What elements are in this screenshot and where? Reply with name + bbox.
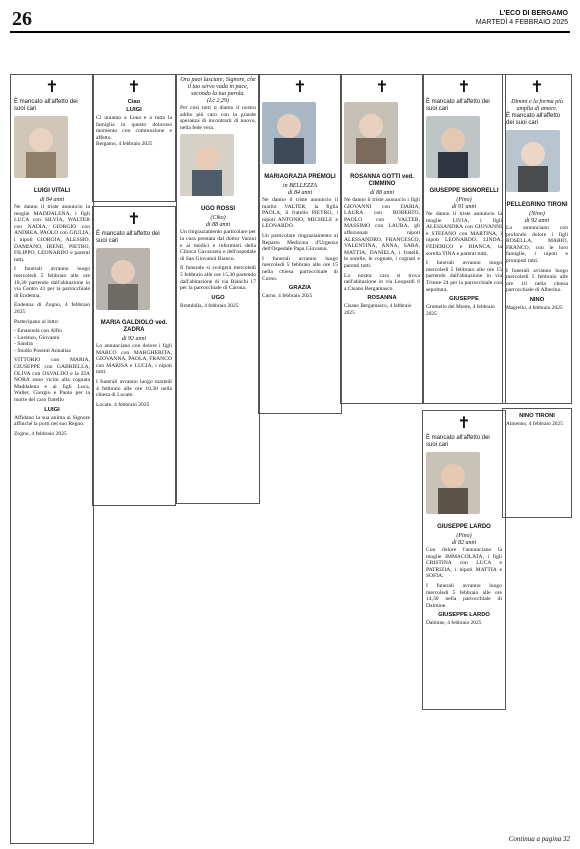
condolence-nino-tironi [502, 408, 572, 518]
cross-icon: ✝ [530, 79, 544, 96]
funeral-details: I funerali avranno luogo mercoledì 5 febbraio alle ore 10 nella chiesa parrocchiale di Alberino. [506, 267, 568, 294]
cross-icon: ✝ [457, 79, 471, 96]
obituary-giuseppe-signorelli [422, 74, 506, 404]
funeral-details: I funerali avranno luogo martedì 4 febbraio alle ore 10,30 nella chiesa di Locate. [96, 378, 172, 399]
signature: ROSANNA [367, 295, 397, 302]
condolence-name: LUIGI [126, 107, 142, 113]
deceased-age: di 91 anni [451, 204, 477, 210]
announcement-text: Lo annunciano con dolore i figli MARCO con MARGHERITA, GIOVANNA, PAOLA, FRANCO con MARISA e LUCIA, i nipoti tutti. [96, 343, 172, 376]
place-date: Curno, 4 febbraio 2025 [262, 293, 313, 300]
deceased-name: GIUSEPPE LARDO [437, 524, 491, 530]
deceased-nickname: (Pino) [456, 197, 472, 203]
column-3 [176, 74, 260, 508]
obituary-text [344, 197, 420, 292]
obituary-giuseppe-lardo [422, 410, 506, 710]
obituary-ugo-rossi [176, 74, 260, 504]
cross-icon: ✝ [293, 79, 307, 96]
obituary-text [180, 229, 256, 291]
page-header [0, 0, 580, 60]
place-date: Grumello del Monte, 4 febbraio 2025 [426, 304, 495, 317]
obituary-text [14, 204, 90, 437]
publication-name: L'ECO DI BERGAMO [499, 10, 568, 17]
place-date: Magrello, 4 febbraio 2025 [506, 304, 563, 311]
place-date-2: Zogno, 4 febbraio 2025 [14, 430, 67, 437]
deceased-nickname: (Ciko) [210, 215, 226, 222]
obituary-text [262, 197, 338, 282]
obituary-pellegrino-tironi [502, 74, 572, 404]
signature: GRAZIA [288, 285, 312, 292]
deceased-nickname: (Nino) [529, 211, 545, 217]
deceased-name: LUIGI VITALI [33, 188, 71, 194]
quote-text: Dimmi e la forma più amplia di amore. [511, 99, 563, 112]
place-date: Endenna di Zogno, 4 febbraio 2025 [14, 302, 90, 315]
place-date: Bergamo, 4 febbraio 2025 [96, 141, 153, 148]
place-date: Cisano Bergamasco, 4 febbraio 2025 [344, 303, 412, 316]
quote-reference: (Lc 2,29) [207, 98, 229, 104]
place-date: Almenno, 4 febbraio 2025 [506, 421, 563, 427]
place-date: Locate, 4 febbraio 2025 [96, 401, 150, 408]
deceased-age: di 88 anni [205, 222, 231, 229]
signature: GIUSEPPE LARDO [438, 612, 490, 619]
funeral-details: I funerali avranno luogo mercoledì 5 febbraio alle ore 14,30 nella parrocchiale di Dalmine. [426, 582, 502, 609]
deceased-age: di 82 anni [451, 540, 477, 546]
deceased-married-name: in BELLEZZA [282, 183, 318, 189]
participation-label: Partecipano al lutto: [14, 318, 60, 325]
announcement-text: Ne danno il triste annuncio la moglie LIVIA, i figli ALESSANDRA con GIOVANNI e STEFANO con MARTINA, i nipoti LEONARDO, LINDA, FEDERICO e BIANCA, la sorella TINA e parenti tutti. [426, 211, 502, 257]
deceased-age: di 92 anni [524, 218, 550, 224]
portrait-photo [426, 452, 480, 514]
portrait-photo [262, 102, 316, 164]
obituary-text [96, 343, 172, 408]
deceased-name: MARIAGRAZIA PREMOLI [264, 174, 336, 180]
deceased-age: di 92 anni [121, 336, 147, 342]
funeral-details: I funerali avranno luogo mercoledì 5 febbraio alle ore 15 nella chiesa parrocchiale di Curno. [262, 255, 338, 282]
obituary-maria-galdiolo [92, 206, 176, 506]
condolence-text: Ci uniamo a Lena e a tutta la famiglia in questo doloroso momento con commozione e affetto. [96, 115, 172, 141]
obituary-text [426, 211, 502, 293]
signature: GIUSEPPE [449, 296, 479, 303]
funeral-details: La nostra cara si trova nell'abitazione in via Leopardi 6 a Cisano Bergamasco. [344, 272, 420, 292]
funeral-details: I funerali avranno luogo mercoledì 5 febbraio alle ore 10,30 partendo dall'abitazione in via Centro 41 per la parrocchiale di Endenna. [14, 266, 90, 299]
deceased-name: UGO ROSSI [200, 206, 235, 213]
portrait-photo [96, 248, 150, 310]
signature: LUIGI [44, 406, 60, 413]
portrait-photo [344, 102, 398, 164]
signature: NINO TIRONI [519, 413, 555, 419]
bible-quote: Ora puoi lasciare, Signore, che il tuo servo vada in pace, secondo la tua parola. [180, 77, 256, 97]
continue-note: Continua a pagina 32 [508, 835, 570, 843]
column-7 [502, 74, 572, 522]
intro-label: È mancato all'affetto dei suoi cari [426, 435, 490, 448]
signature: UGO [211, 294, 225, 301]
portrait-photo [180, 134, 234, 196]
funeral-details: I funerali avranno luogo mercoledì 5 febbraio alle ore 15 partendo dall'abitazione in via Trieste 24 per la parrocchiale con sepoltura. [426, 260, 502, 293]
publication-date: MARTEDÌ 4 FEBBRAIO 2025 [475, 19, 568, 26]
intro-label: È mancato all'affetto dei suoi cari [14, 99, 78, 112]
participation-list: - Emanuela con Alfio - Lorenzo, Giovanni - Sandra - Studio Posenti Annalisa [14, 328, 71, 354]
thanks-text: Un particolare ringraziamento al Reparto Medicina d'Urgenza dell'Ospedale Papa Giovanni. [262, 232, 338, 253]
obituary-rosanna-gotti [340, 74, 424, 404]
obituary-luigi-vitali [10, 74, 94, 844]
funeral-details: Il funerale si svolgerà mercoledì 5 febbraio alle ore 15,30 partendo dall'abitazione di via Bianchi 17 per la parrocchiale di Carona. [180, 265, 256, 292]
deceased-name: ROSANNA GOTTI ved. CIMMINO [350, 174, 414, 187]
prayer-text: Affidano la sua anima ai Signore affinché la porti nel suo Regno. [14, 414, 90, 428]
intro-text: Per così tutti ti diamo il nostro addio più caro con la grande speranza di incontrarti di nuovo, nella fede vera. [180, 105, 256, 131]
obituary-mariagrazia-premoli [258, 74, 342, 414]
column-6 [422, 74, 506, 408]
column-2 [92, 74, 176, 510]
cross-icon: ✝ [375, 79, 389, 96]
portrait-photo [14, 116, 68, 178]
intro-label: È mancato all'affetto dei suoi cari [96, 231, 160, 244]
condolence-title: Ciao [127, 99, 141, 105]
cross-icon: ✝ [45, 79, 59, 96]
intro-label: È mancato all'affetto dei suoi cari [506, 113, 561, 126]
announcement-text: Con dolore l'annunciano la moglie IMMACOLATA, i figli CRISTINA con LUCA e PATRIZIA, i nipoti MATTIA e SOFIA. [426, 547, 502, 580]
obituary-text [506, 225, 568, 294]
obituary-text [426, 547, 502, 609]
page-number: 26 [12, 8, 32, 30]
portrait-photo [506, 130, 560, 192]
condolence-luigi [92, 74, 176, 202]
announcement-text: Ne danno il triste annuncio la moglie MADDALENA, i figli LUCA con SILVIA, WALTER con NADIA, GIORGIO con ANDREA, PAOLO con GIULIA, i nipoti GIORGIA, ALESSIO, DAMIANO, IRENE, PIETRO, FILIPPO, LEONARDO e parenti tutti. [14, 204, 90, 263]
deceased-name: MARIA GALDIOLO ved. ZADRA [100, 320, 168, 333]
signature: NINO [529, 296, 545, 303]
header-rule [10, 31, 570, 33]
deceased-age: di 84 anni [39, 197, 65, 203]
column-5 [340, 74, 424, 408]
intro-label: È mancato all'affetto dei suoi cari [426, 99, 490, 112]
place-date: Brembilla, 4 febbraio 2025 [180, 302, 239, 309]
deceased-nickname: (Pino) [456, 533, 472, 539]
cross-icon: ✝ [127, 79, 141, 96]
family-notice: VITTORIO con MARIA, GIUSEPPE con GABRIELLA, OLIVA con OSVALDO e la ZIA NORA sono vicini alla cognata Maddalena e ai figli Luca, Walter, Giorgio e Paolo per la morte del caro fratello [14, 357, 90, 404]
column-6-lower [422, 410, 506, 714]
deceased-age: di 84 anni [287, 190, 313, 196]
announcement-text: Ne danno il triste annuncio il marito VALTER, la figlia PAOLA, il fratello PIETRO, i nipoti ANTONIO, MICHELE e LEONARDO. [262, 197, 338, 230]
deceased-age: di 88 anni [369, 190, 395, 196]
publication-info [476, 9, 568, 27]
place-date: Dalmine, 4 febbraio 2025 [426, 620, 482, 627]
deceased-name: GIUSEPPE SIGNORELLI [429, 188, 499, 194]
portrait-photo [426, 116, 480, 178]
column-4 [258, 74, 342, 418]
column-1 [10, 74, 94, 848]
cross-icon: ✝ [457, 415, 471, 432]
deceased-name: PELLEGRINO TIRONI [506, 202, 568, 208]
announcement-text: Lo annunciano con profondo dolore i figli ROSELLA, MARIO, FRANCO, con le loro famiglie, i nipoti e pronipoti tutti. [506, 225, 568, 264]
announcement-text: Ne danno il triste annuncio i figli GIOVANNI con DARIA, LAURA con ROBERTO, PAOLO con VALTER, MASSIMO con LAURA, gli affezionati nipoti ALESSANDRO, FRANCESCO, VALENTINA, ANNA, SARA, MATTIA, DANIELA, i fratelli, le sorelle, le cognate, i cognati e parenti tutti. [344, 197, 420, 269]
cross-icon: ✝ [127, 211, 141, 228]
thanks-text: Un ringraziamento particolare per la cura prestata dal dottor Vanini e ai medici e infermieri della Clinica Gavazzeni e dell'ospedale di San Giovanni Bianco. [180, 229, 256, 262]
